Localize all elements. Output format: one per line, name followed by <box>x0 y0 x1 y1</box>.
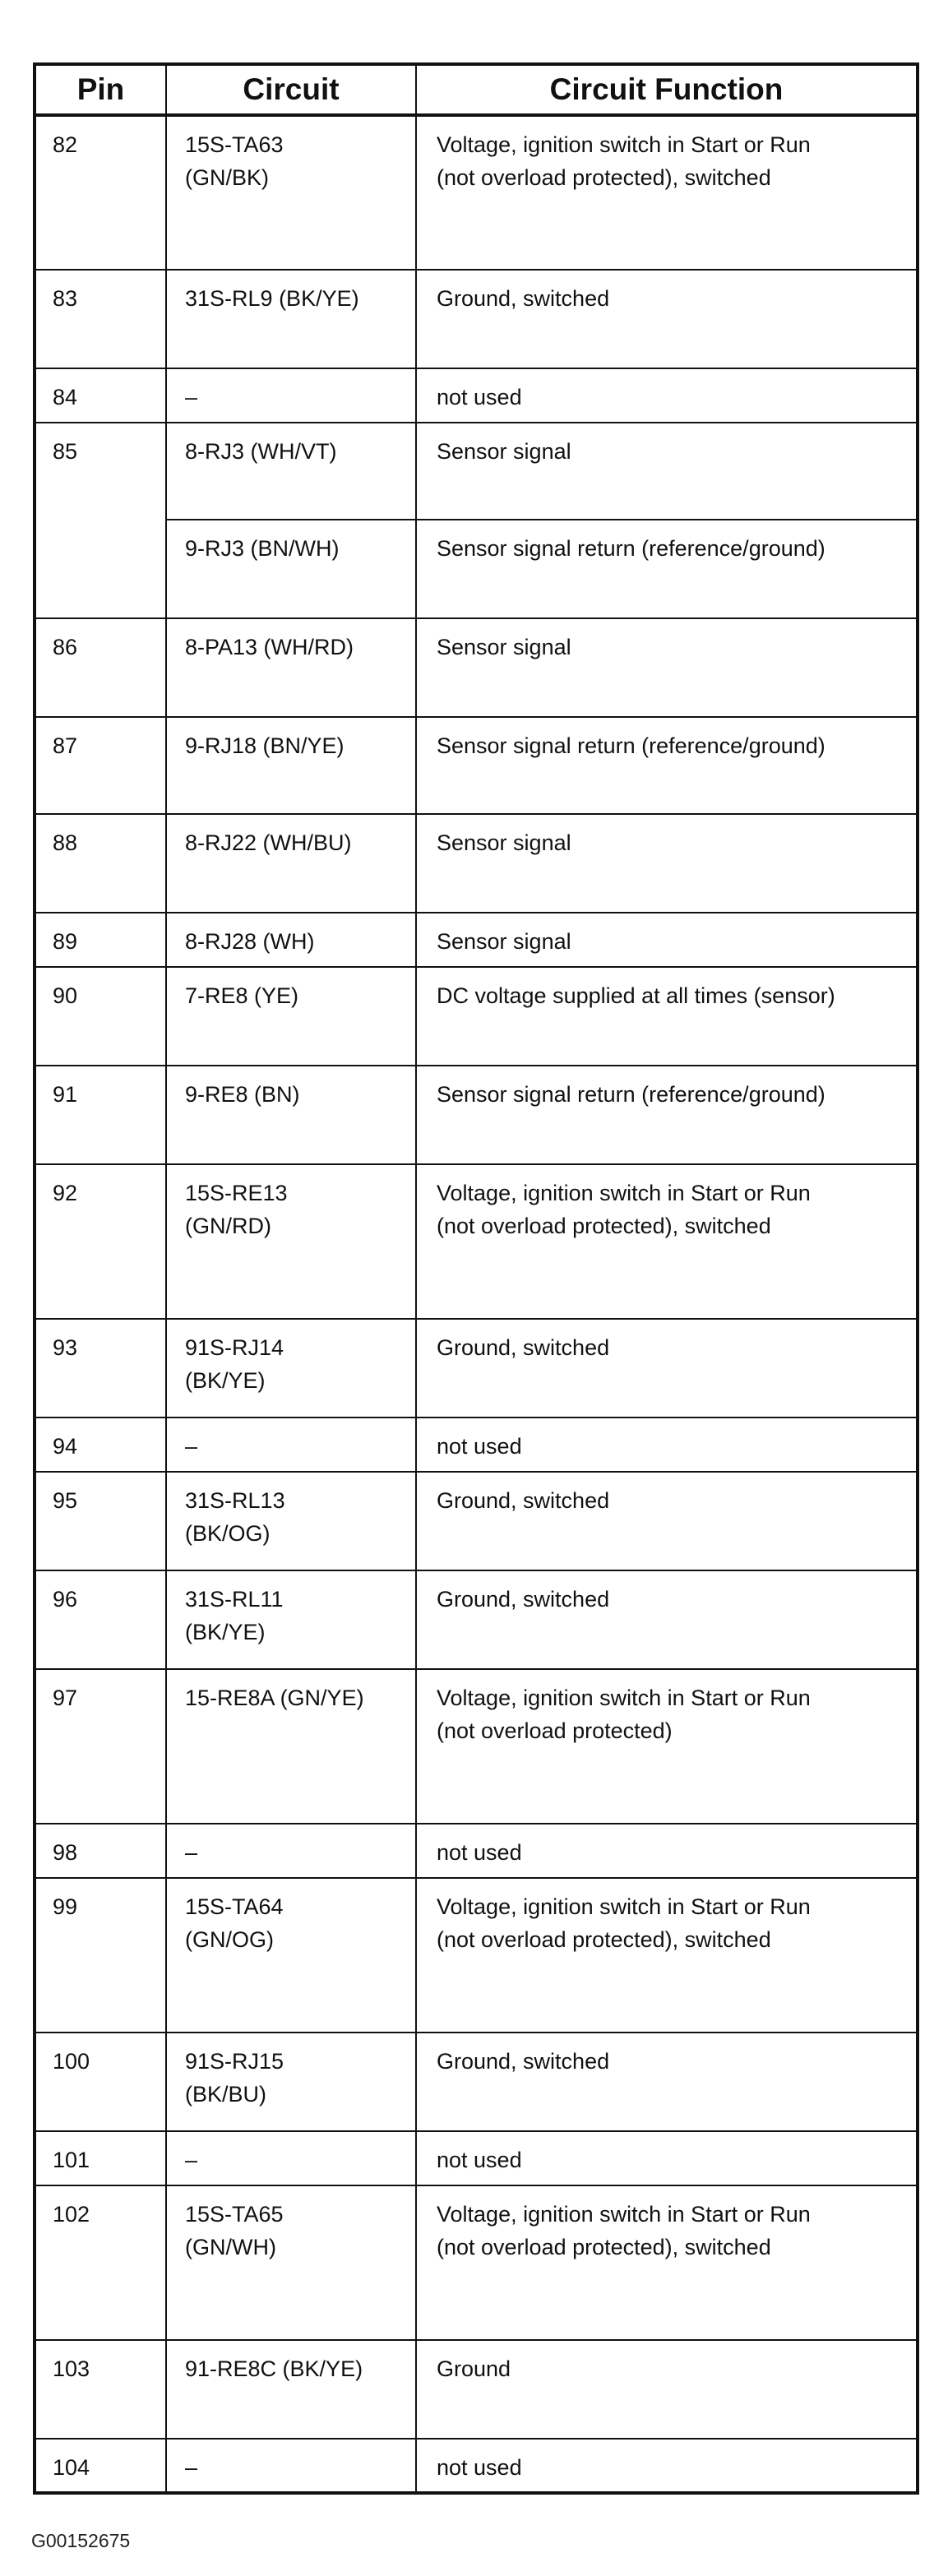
pin-number: 99 <box>35 1878 166 2033</box>
circuit-function: Voltage, ignition switch in Start or Run (not overload protected) <box>416 1669 918 1824</box>
table-row <box>35 520 918 618</box>
circuit-function: Ground, switched <box>416 2033 918 2131</box>
table-row <box>35 115 918 270</box>
circuit-function: Sensor signal return (reference/ground) <box>416 520 918 618</box>
pin-number: 87 <box>35 717 166 814</box>
table-row <box>35 2033 918 2131</box>
function-column-header: Circuit Function <box>416 64 918 115</box>
pin-number: 101 <box>35 2131 166 2185</box>
pin-number: 90 <box>35 967 166 1066</box>
pin-number: 93 <box>35 1319 166 1417</box>
pin-number: 84 <box>35 368 166 423</box>
table-row <box>35 1669 918 1824</box>
table-row <box>35 618 918 717</box>
circuit-code: – <box>166 368 416 423</box>
circuit-code: 91-RE8C (BK/YE) <box>166 2340 416 2439</box>
circuit-function: Ground <box>416 2340 918 2439</box>
circuit-function: not used <box>416 2131 918 2185</box>
circuit-function: Sensor signal <box>416 618 918 717</box>
pin-number: 85 <box>35 423 166 618</box>
circuit-code: – <box>166 1824 416 1878</box>
table-row <box>35 967 918 1066</box>
pin-number: 88 <box>35 814 166 913</box>
table-row <box>35 423 918 520</box>
table-row <box>35 368 918 423</box>
pin-number: 97 <box>35 1669 166 1824</box>
circuit-function: Sensor signal return (reference/ground) <box>416 717 918 814</box>
circuit-function: Voltage, ignition switch in Start or Run (not overload protected), switched <box>416 2185 918 2340</box>
circuit-function: not used <box>416 368 918 423</box>
circuit-code: 15S-TA63 (GN/BK) <box>166 115 416 270</box>
table-row <box>35 1417 918 1472</box>
circuit-code: 8-RJ28 (WH) <box>166 913 416 967</box>
pin-column-header: Pin <box>35 64 166 115</box>
table-row <box>35 270 918 368</box>
pin-number: 91 <box>35 1066 166 1164</box>
circuit-code: 9-RJ3 (BN/WH) <box>166 520 416 618</box>
circuit-code: 9-RJ18 (BN/YE) <box>166 717 416 814</box>
circuit-function: Ground, switched <box>416 1319 918 1417</box>
circuit-code: 15S-TA64 (GN/OG) <box>166 1878 416 2033</box>
circuit-function: not used <box>416 2439 918 2493</box>
pin-number: 82 <box>35 115 166 270</box>
table-row <box>35 1824 918 1878</box>
pin-number: 96 <box>35 1570 166 1669</box>
table-row <box>35 2340 918 2439</box>
table-row <box>35 2185 918 2340</box>
table-row <box>35 717 918 814</box>
circuit-function: not used <box>416 1417 918 1472</box>
circuit-code: 15-RE8A (GN/YE) <box>166 1669 416 1824</box>
connector-pinout-table <box>33 62 919 2495</box>
pin-number: 100 <box>35 2033 166 2131</box>
table-row <box>35 2439 918 2493</box>
circuit-function: Voltage, ignition switch in Start or Run (not overload protected), switched <box>416 1878 918 2033</box>
pin-number: 94 <box>35 1417 166 1472</box>
circuit-code: – <box>166 2439 416 2493</box>
pin-number: 104 <box>35 2439 166 2493</box>
circuit-code: 31S-RL9 (BK/YE) <box>166 270 416 368</box>
table-row <box>35 1472 918 1570</box>
figure-id: G00152675 <box>31 2530 131 2551</box>
circuit-code: 15S-TA65 (GN/WH) <box>166 2185 416 2340</box>
circuit-code: 31S-RL11 (BK/YE) <box>166 1570 416 1669</box>
pin-number: 83 <box>35 270 166 368</box>
circuit-function: Sensor signal return (reference/ground) <box>416 1066 918 1164</box>
table-row <box>35 1066 918 1164</box>
pin-number: 98 <box>35 1824 166 1878</box>
circuit-function: Sensor signal <box>416 913 918 967</box>
circuit-code: 8-RJ22 (WH/BU) <box>166 814 416 913</box>
circuit-code: 91S-RJ15 (BK/BU) <box>166 2033 416 2131</box>
pin-number: 92 <box>35 1164 166 1319</box>
table-row <box>35 814 918 913</box>
circuit-function: Sensor signal <box>416 814 918 913</box>
circuit-code: 31S-RL13 (BK/OG) <box>166 1472 416 1570</box>
circuit-function: DC voltage supplied at all times (sensor) <box>416 967 918 1066</box>
circuit-code: – <box>166 2131 416 2185</box>
pin-number: 102 <box>35 2185 166 2340</box>
circuit-code: 9-RE8 (BN) <box>166 1066 416 1164</box>
circuit-function: Sensor signal <box>416 423 918 520</box>
circuit-function: not used <box>416 1824 918 1878</box>
circuit-code: 7-RE8 (YE) <box>166 967 416 1066</box>
pin-number: 103 <box>35 2340 166 2439</box>
table-row <box>35 2131 918 2185</box>
table-row <box>35 1164 918 1319</box>
table-row <box>35 1319 918 1417</box>
table-row <box>35 1570 918 1669</box>
table-row <box>35 1878 918 2033</box>
pin-number: 95 <box>35 1472 166 1570</box>
table-row <box>35 913 918 967</box>
pin-number: 89 <box>35 913 166 967</box>
circuit-code: 91S-RJ14 (BK/YE) <box>166 1319 416 1417</box>
circuit-function: Ground, switched <box>416 270 918 368</box>
circuit-code: 15S-RE13 (GN/RD) <box>166 1164 416 1319</box>
circuit-function: Ground, switched <box>416 1472 918 1570</box>
circuit-function: Ground, switched <box>416 1570 918 1669</box>
circuit-function: Voltage, ignition switch in Start or Run (not overload protected), switched <box>416 1164 918 1319</box>
circuit-code: – <box>166 1417 416 1472</box>
header-row <box>35 64 918 115</box>
circuit-code: 8-PA13 (WH/RD) <box>166 618 416 717</box>
circuit-code: 8-RJ3 (WH/VT) <box>166 423 416 520</box>
pin-number: 86 <box>35 618 166 717</box>
circuit-column-header: Circuit <box>166 64 416 115</box>
circuit-function: Voltage, ignition switch in Start or Run (not overload protected), switched <box>416 115 918 270</box>
